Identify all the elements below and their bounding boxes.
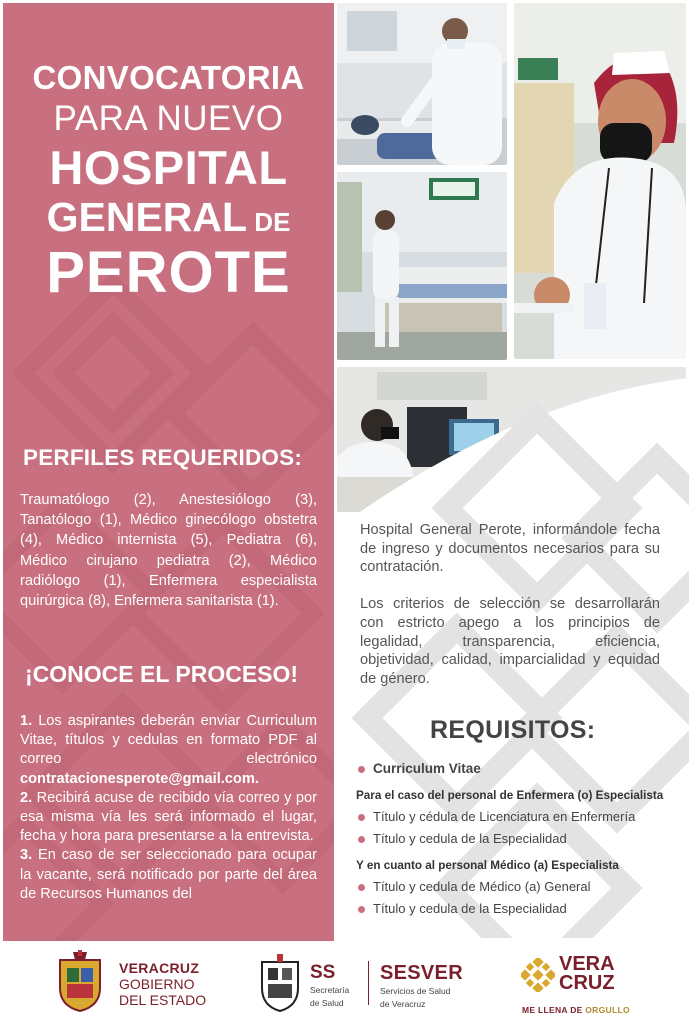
title-line-2: PARA NUEVO [53, 99, 284, 138]
requirement-item [356, 828, 676, 850]
bullet-icon [358, 766, 365, 773]
step-text: Los aspirantes deberán enviar Curriculum Vitae, títulos y cedulas en formato PDF al correo electrónico [20, 713, 317, 768]
requirements-list [356, 758, 676, 920]
bullet-icon [358, 906, 365, 913]
profiles-heading: PERFILES REQUERIDOS: [23, 445, 303, 470]
veracruz-line-1: VERACRUZ [119, 960, 200, 976]
title-line-4-main: GENERAL [46, 194, 248, 240]
ss-text [310, 963, 349, 1008]
right-text [360, 521, 660, 689]
requirement-subheading-medical: Y en cuanto al personal Médico (a) Especialista [356, 859, 619, 872]
right-paragraph-2: Los criterios de selección se desarrollarán con estricto apego a los principios de legalidad, transparencia, eficiencia, objetividad, calidad, imparcialidad y equidad de género. [360, 596, 660, 687]
slogan-highlight: ORGULLO [585, 1005, 630, 1015]
step-text: Recibirá acuse de recibido vía correo y por esa misma vía les será informado el lugar, fecha y hora para presentarse a la entrevista. [20, 789, 317, 845]
requirement-item [356, 876, 676, 898]
veracruz-brand-mark-icon [521, 958, 555, 992]
process-step-2 [20, 789, 317, 847]
title-line-1: CONVOCATORIA [32, 59, 305, 96]
step-text: En caso de ser seleccionado para ocupar la vacante, será notificado por parte del área de Recursos Humanos del [20, 847, 317, 902]
bullet-icon [358, 884, 365, 891]
veracruz-government-text [119, 961, 206, 1007]
sesver-line-1: Servicios de Salud [380, 986, 451, 996]
bullet-icon [358, 836, 365, 843]
bullet-icon [358, 814, 365, 821]
email-link[interactable]: contratacionesperote@gmail.com. [20, 770, 259, 787]
requirement-label: Curriculum Vitae [373, 761, 481, 776]
title-line-3: HOSPITAL [49, 141, 288, 194]
requirements-heading: REQUISITOS: [430, 716, 596, 744]
footer [0, 941, 689, 1024]
requirement-cv [356, 758, 676, 780]
profiles-text: Traumatólogo (2), Anestesiólogo (3), Tanatólogo (1), Médico ginecólogo obstetra (4), Médico internista (5), Pediatra (6), Médico cirujano pediatra (2), Médico radiólogo (1), Enfermera especialista quirúrgica (8), Enfermera sanitarista (1). [20, 492, 317, 610]
photo-nurse-bed [337, 172, 507, 360]
requirement-item [356, 898, 676, 920]
process-heading: ¡CONOCE EL PROCESO! [25, 661, 299, 687]
title-line-4 [3, 194, 334, 240]
main-title [3, 59, 334, 305]
requirement-label: Título y cedula de Médico (a) General [373, 879, 591, 894]
requirement-label: Título y cédula de Licenciatura en Enfermería [373, 809, 636, 824]
sesver-title: SESVER [380, 962, 463, 984]
veracruz-brand-text [559, 955, 615, 993]
photo-doctor-exam [337, 3, 507, 165]
process-steps [20, 712, 317, 904]
ss-line-2: de Salud [310, 998, 344, 1009]
process-step-3 [20, 846, 317, 904]
step-number: 1. [20, 713, 33, 729]
title-line-4-small: DE [247, 207, 291, 237]
veracruz-coat-of-arms-icon [55, 950, 105, 1012]
sesver-line-2: de Veracruz [380, 999, 426, 1010]
ss-line-1: Secretaría [310, 985, 350, 995]
veracruz-line-2: GOBIERNO [119, 976, 195, 992]
requirement-item [356, 806, 676, 828]
footer-divider [368, 961, 369, 1005]
ss-title: SS [310, 962, 336, 983]
vc-line-2: CRUZ [559, 972, 615, 994]
photo-nurse-portrait [514, 3, 686, 359]
secretaria-salud-shield-icon [258, 954, 302, 1012]
step-number: 3. [20, 847, 33, 864]
sesver-text [380, 963, 463, 1009]
process-step-1 [20, 712, 317, 789]
right-paragraph-1: Hospital General Perote, informándole fecha de ingreso y documentos necesarios para su contratación. [360, 522, 660, 576]
step-number: 2. [20, 789, 33, 806]
requirement-label: Título y cedula de la Especialidad [373, 901, 567, 916]
slogan-prefix: ME LLENA DE [522, 1005, 586, 1015]
title-line-5: PEROTE [46, 240, 291, 305]
requirement-label: Título y cedula de la Especialidad [373, 831, 567, 846]
veracruz-slogan [522, 1005, 630, 1015]
vc-line-1: VERA [559, 953, 615, 975]
veracruz-line-3: DEL ESTADO [119, 992, 207, 1008]
requirement-subheading-nursing: Para el caso del personal de Enfermera (o) Especialista [356, 789, 664, 802]
